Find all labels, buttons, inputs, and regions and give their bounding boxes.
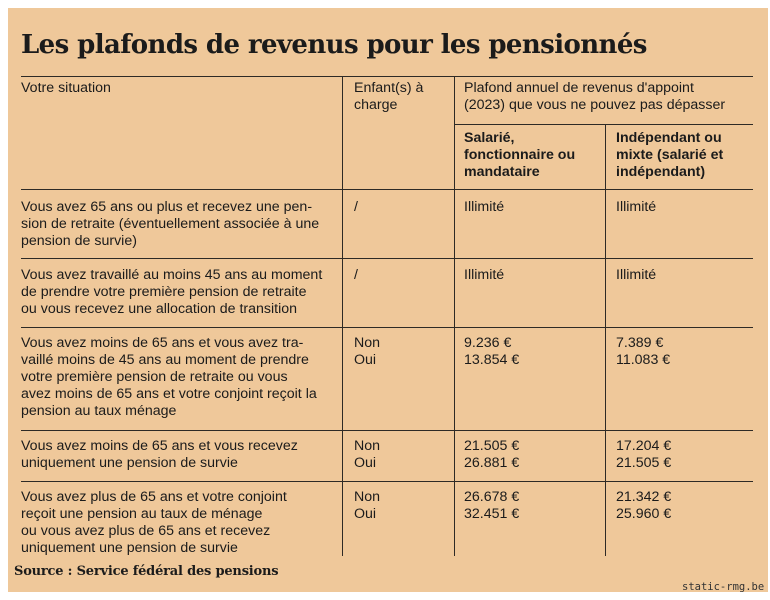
infographic-panel	[8, 8, 768, 592]
row-1-independent: Illimité	[616, 199, 657, 215]
header-ceiling: Plafond annuel de revenus d'appoint (2023) que vous ne pouvez pas dépasser	[464, 80, 726, 113]
row-5-employee: 26.678 € 32.451 €	[464, 489, 520, 522]
row-4-independent: 17.204 € 21.505 €	[616, 438, 672, 471]
row-2-children: /	[354, 267, 358, 283]
row-1-situation: Vous avez 65 ans ou plus et recevez une pen- sion de retraite (éventuellement associée à une pension de survie)	[21, 199, 320, 249]
row-2-situation: Vous avez travaillé au moins 45 ans au moment de prendre votre première pension de retraite ou vous recevez une allocation de transition	[21, 267, 323, 317]
header-situation: Votre situation	[21, 80, 111, 96]
page-title: Les plafonds de revenus pour les pensionnés	[21, 30, 647, 60]
rule-col-3	[605, 124, 606, 556]
rule-col-2	[454, 76, 455, 556]
rule-subheader	[454, 124, 753, 125]
row-2-employee: Illimité	[464, 267, 505, 283]
row-4-children: Non Oui	[354, 438, 381, 471]
rule-header-top	[21, 76, 753, 77]
row-3-employee: 9.236 € 13.854 €	[464, 335, 520, 368]
row-4-situation: Vous avez moins de 65 ans et vous recevez uniquement une pension de survie	[21, 438, 298, 471]
row-5-independent: 21.342 € 25.960 €	[616, 489, 672, 522]
row-1-employee: Illimité	[464, 199, 505, 215]
row-5-children: Non Oui	[354, 489, 381, 522]
rule-header-bottom	[21, 189, 753, 190]
row-3-children: Non Oui	[354, 335, 381, 368]
source-note: Source : Service fédéral des pensions	[14, 564, 279, 579]
row-3-situation: Vous avez moins de 65 ans et vous avez tra- vaillé moins de 45 ans au moment de prendre votre première pension de retraite ou vous avez moins de 65 ans et votre conjoint reçoit la pension au taux ménage	[21, 335, 317, 419]
subheader-independent: Indépendant ou mixte (salarié et indépendant)	[616, 130, 724, 180]
row-4-employee: 21.505 € 26.881 €	[464, 438, 520, 471]
watermark-text: static-rmg.be	[682, 581, 765, 593]
row-1-children: /	[354, 199, 358, 215]
rule-row-4	[21, 481, 753, 482]
subheader-employee: Salarié, fonctionnaire ou mandataire	[464, 130, 576, 180]
rule-row-3	[21, 430, 753, 431]
rule-col-1	[342, 76, 343, 556]
row-2-independent: Illimité	[616, 267, 657, 283]
rule-row-1	[21, 258, 753, 259]
rule-row-2	[21, 327, 753, 328]
row-5-situation: Vous avez plus de 65 ans et votre conjoint reçoit une pension au taux de ménage ou vous avez plus de 65 ans et recevez uniquement une pension de survie	[21, 489, 287, 556]
row-3-independent: 7.389 € 11.083 €	[616, 335, 671, 368]
header-children: Enfant(s) à charge	[354, 80, 424, 113]
